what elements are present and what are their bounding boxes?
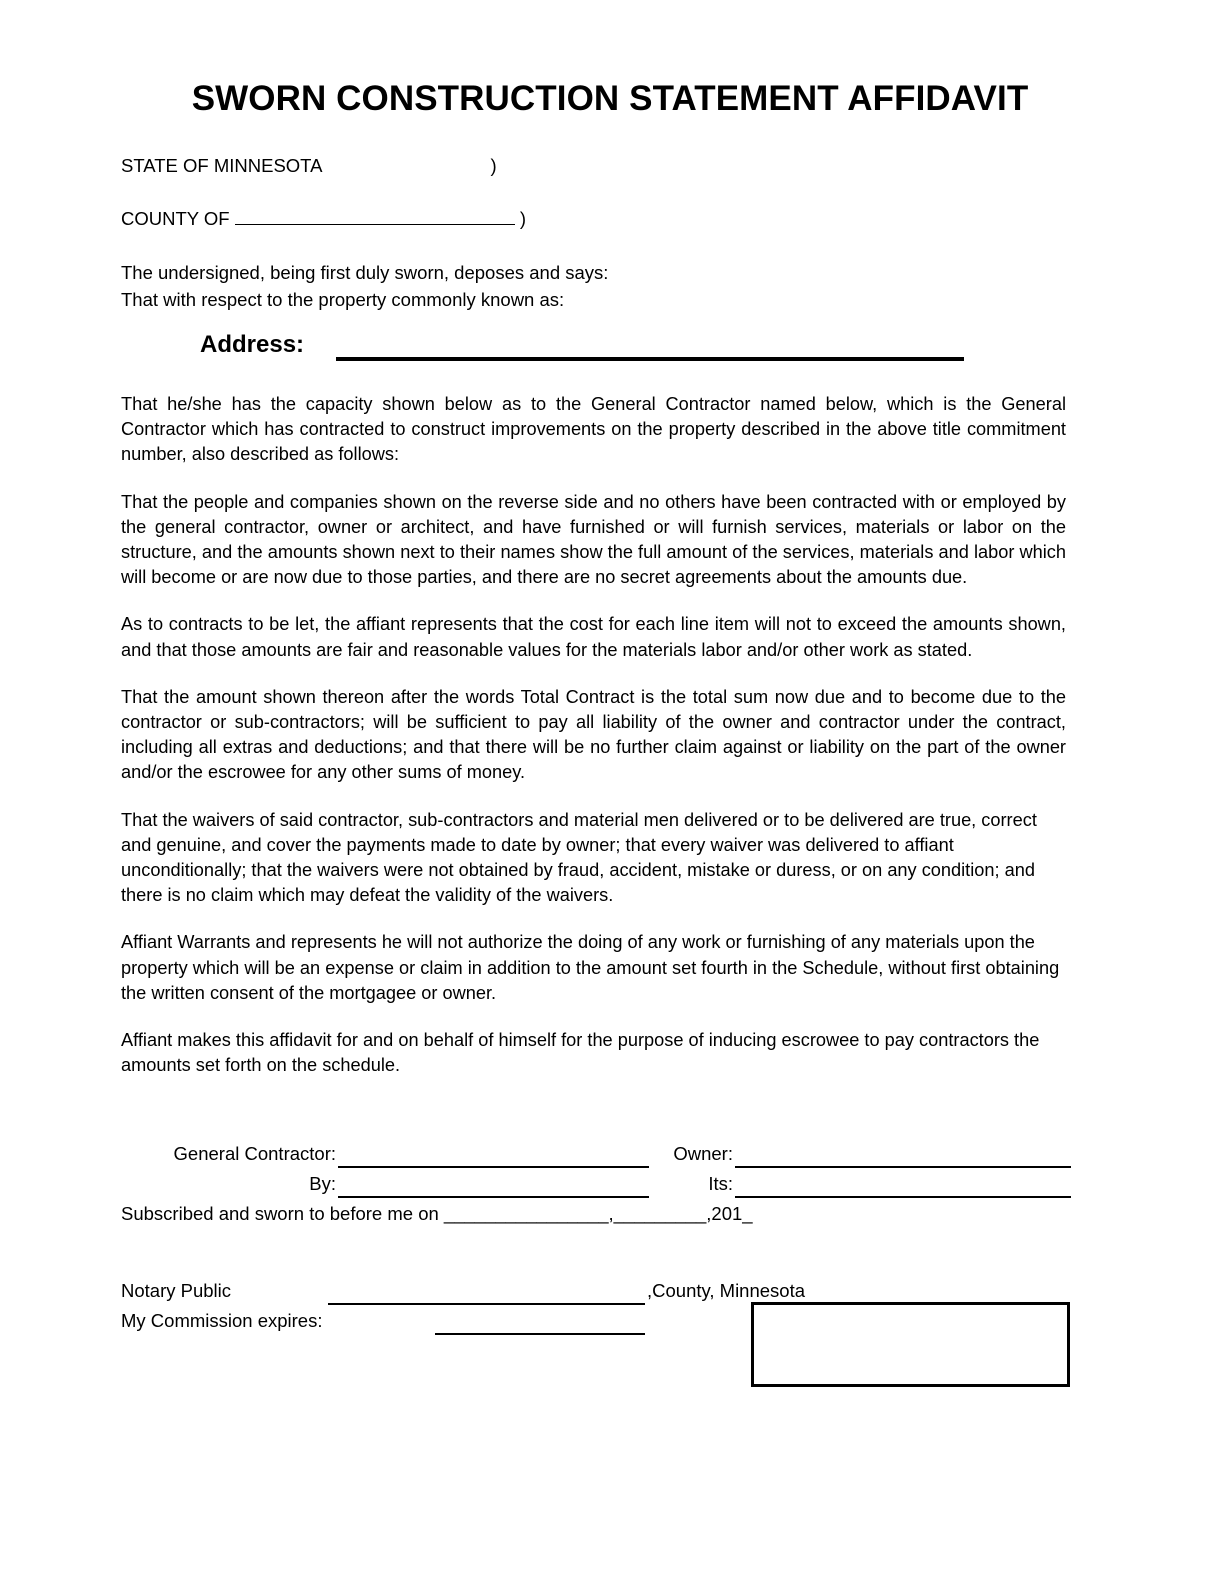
notary-public-field[interactable]: [328, 1281, 645, 1305]
state-label: STATE OF MINNESOTA: [121, 155, 323, 176]
signature-row-primary: [121, 1138, 1071, 1168]
signature-row-secondary: [121, 1168, 1071, 1198]
paragraph-capacity: That he/she has the capacity shown below as to the General Contractor named below, which is the General Contractor which has contracted to construct improvements on the property described in the above title commitment number, also described as follows:: [121, 394, 1066, 465]
state-paren: ): [490, 155, 497, 176]
notary-seal-box[interactable]: [751, 1302, 1070, 1387]
address-row: [200, 330, 1070, 366]
commission-expires-field[interactable]: [435, 1311, 645, 1335]
paragraph-waivers: That the waivers of said contractor, sub-contractors and material men delivered or to be delivered are true, correct and genuine, and cover the payments made to date by owner; that every waiver was delivered to affiant unconditionally; that the waivers were not obtained by fraud, accident, mistake or duress, or on any condition; and there is no claim which may defeat the validity of the waivers.: [121, 809, 1037, 906]
paragraph-affiant-warrants: Affiant Warrants and represents he will not authorize the doing of any work or furnishing of any materials upon the property which will be an expense or claim in addition to the amount set fourth in the Schedule, without first obtaining the written consent of the mortgagee or owner.: [121, 932, 1060, 1003]
general-contractor-group: [121, 1142, 649, 1168]
venue-state-line: [121, 154, 497, 178]
owner-group: [649, 1142, 1071, 1168]
intro-text: [121, 259, 608, 313]
venue-county-line: [121, 207, 526, 231]
notary-public-row: [121, 1275, 1071, 1305]
intro-line-1: The undersigned, being first duly sworn, deposes and says:: [121, 262, 609, 283]
subscribed-sworn-line[interactable]: Subscribed and sworn to before me on ________________,_________,201_: [121, 1203, 753, 1224]
by-group: [121, 1172, 649, 1198]
signature-block: [121, 1138, 1071, 1226]
page-title: SWORN CONSTRUCTION STATEMENT AFFIDAVIT: [191, 79, 1029, 118]
paragraph-contracts-to-be-let: As to contracts to be let, the affiant represents that the cost for each line item will not to exceed the amounts shown, and that those amounts are fair and reasonable values for the materials labor and/or other work as stated.: [121, 614, 1066, 660]
commission-expires-label: My Commission expires:: [121, 1310, 323, 1331]
its-field[interactable]: [735, 1174, 1071, 1198]
paragraph-people-companies: That the people and companies shown on the reverse side and no others have been contracted with or employed by the general contractor, owner or architect, and have furnished or will furnish services, materials or labor on the structure, and the amounts shown next to their names show the full amount of the services, materials and labor which will become or are now due to those parties, and there are no secret agreements about the amounts due.: [121, 491, 1066, 588]
notary-county-state-suffix: ,County, Minnesota: [647, 1280, 806, 1301]
by-label: By:: [309, 1173, 336, 1194]
owner-label: Owner:: [673, 1143, 733, 1164]
address-label: Address:: [200, 331, 305, 358]
general-contractor-label: General Contractor:: [173, 1143, 336, 1164]
paragraph-total-contract: That the amount shown thereon after the words Total Contract is the total sum now due and to become due to the contractor or sub-contractors; will be sufficient to pay all liability of the owner and contractor under the contract, including all extras and deductions; and that there will be no further claim against or liability on the part of the owner and/or the escrowee for any other sums of money.: [121, 686, 1066, 783]
general-contractor-field[interactable]: [338, 1144, 649, 1168]
intro-line-2: That with respect to the property commonly known as:: [121, 289, 565, 310]
body-paragraphs: [121, 392, 1066, 1078]
address-input-field[interactable]: [336, 357, 964, 361]
paragraph-affiant-makes: Affiant makes this affidavit for and on behalf of himself for the purpose of inducing escrowee to pay contractors the amounts set forth on the schedule.: [121, 1030, 1040, 1076]
owner-field[interactable]: [735, 1144, 1071, 1168]
by-field[interactable]: [338, 1174, 649, 1198]
county-paren: ): [519, 208, 527, 229]
notary-public-label: Notary Public: [121, 1280, 232, 1301]
its-label: Its:: [708, 1173, 733, 1194]
county-name-field[interactable]: [235, 208, 515, 225]
its-group: [649, 1172, 1071, 1198]
county-label: COUNTY OF: [121, 208, 230, 229]
